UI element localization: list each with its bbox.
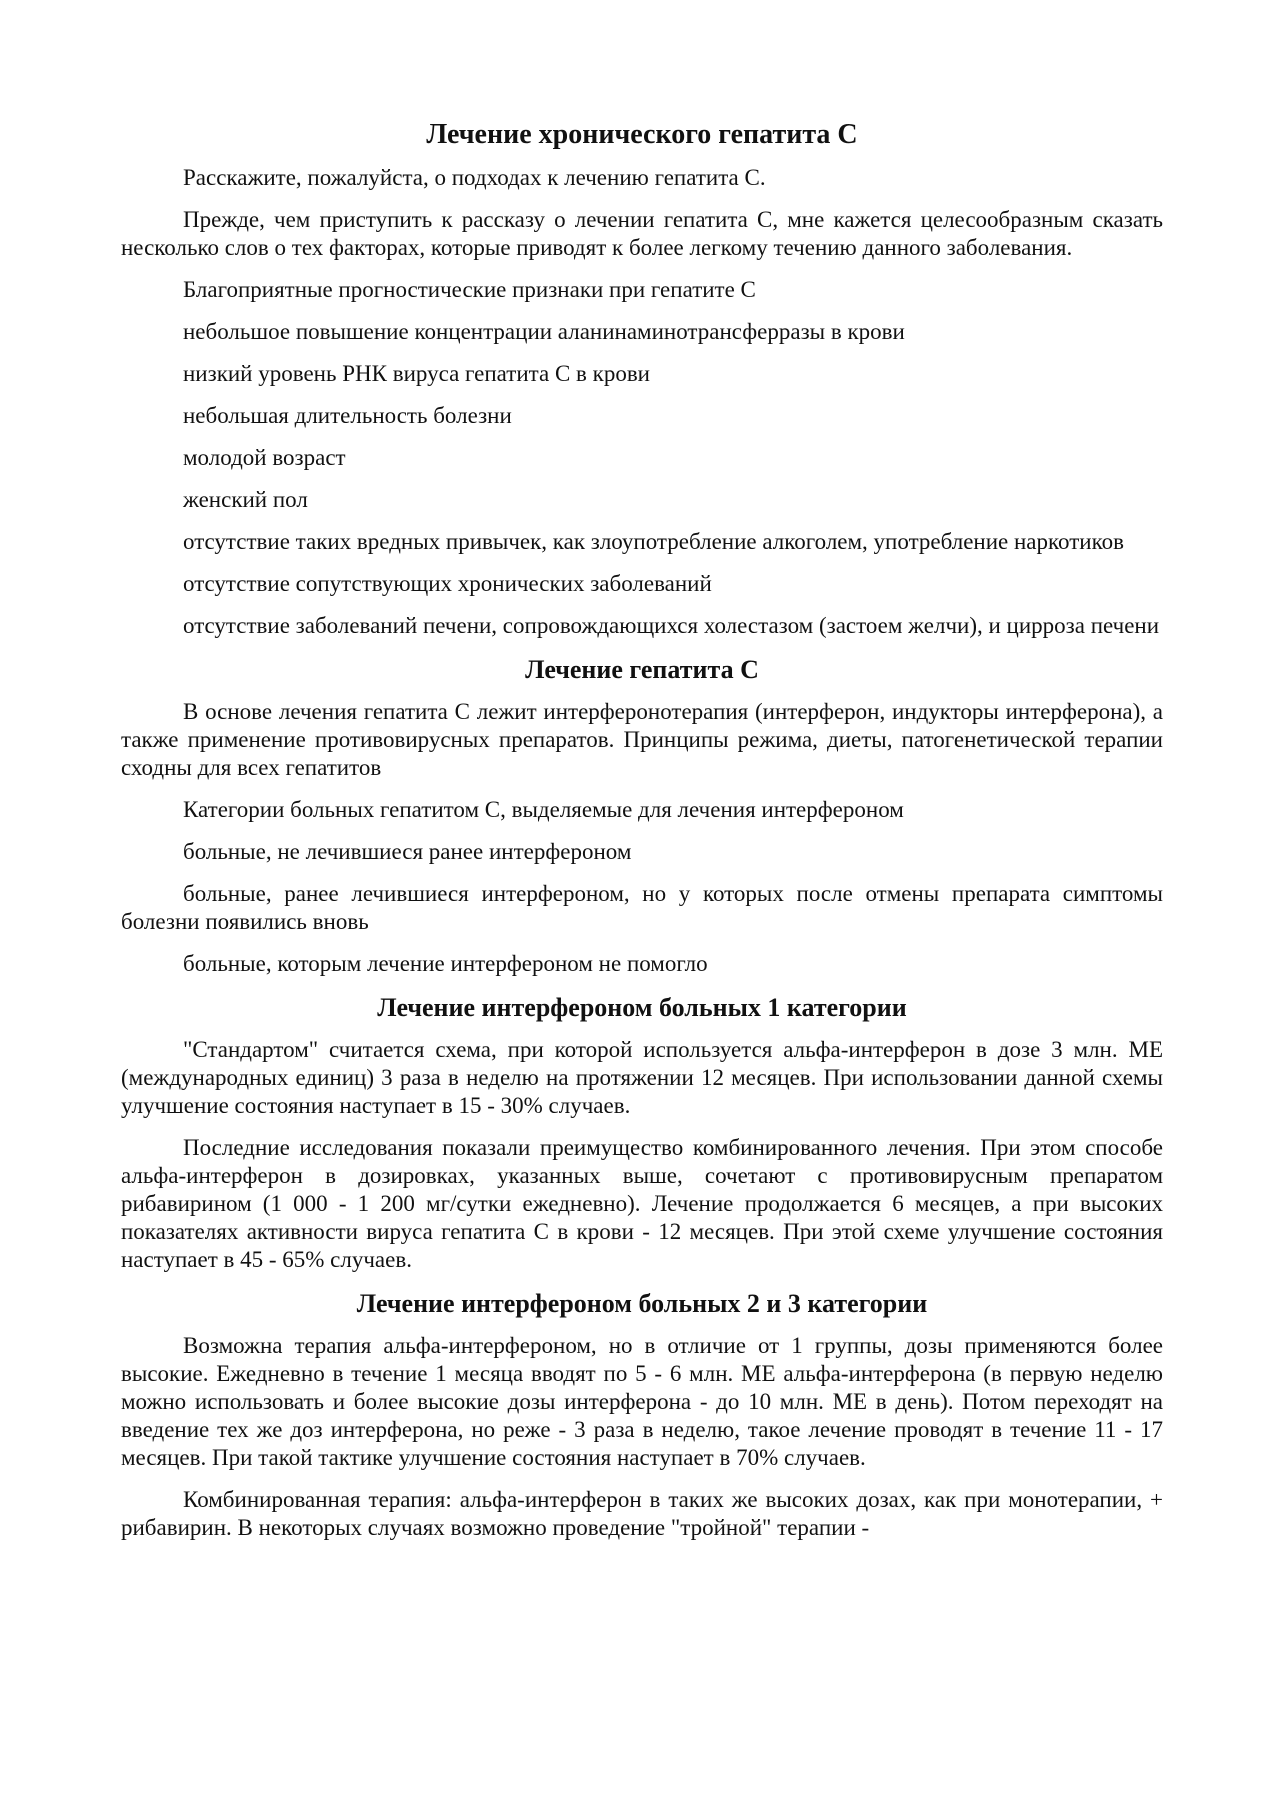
section-heading-category-1: Лечение интерфероном больных 1 категории: [377, 993, 907, 1022]
section-heading-treatment: Лечение гепатита С: [525, 655, 759, 684]
section-heading-category-2-3: Лечение интерфероном больных 2 и 3 категории: [356, 1289, 928, 1318]
favorable-sign-item: отсутствие заболеваний печени, сопровождающихся холестазом (застоем желчи), и цирроза печени: [183, 613, 1160, 638]
patient-category-item: больные, не лечившиеся ранее интерфероном: [183, 839, 632, 864]
section-paragraph: "Стандартом" считается схема, при которой используется альфа-интерферон в дозе 3 млн. МЕ (международных единиц) 3 раза в неделю на протяжении 12 месяцев. При использовании данной схемы улучшение состояния наступает в 15 - 30% случаев.: [121, 1037, 1163, 1118]
favorable-sign-item: отсутствие сопутствующих хронических заболеваний: [183, 571, 712, 596]
section-paragraph: Возможна терапия альфа-интерфероном, но в отличие от 1 группы, дозы применяются более высокие. Ежедневно в течение 1 месяца вводят по 5 - 6 млн. МЕ альфа-интерферона (в первую неделю можно использовать и более высокие дозы интерферона - до 10 млн. МЕ в день). Потом переходят на введение тех же доз интерферона, но реже - 3 раза в неделю, такое лечение проводят в течение 11 - 17 месяцев. При такой тактике улучшение состояния наступает в 70% случаев.: [121, 1333, 1163, 1470]
section-paragraph: Последние исследования показали преимущество комбинированного лечения. При этом способе альфа-интерферон в дозировках, указанных выше, сочетают с противовирусным препаратом рибавирином (1 000 - 1 200 мг/сутки ежедневно). Лечение продолжается 6 месяцев, а при высоких показателях активности вируса гепатита С в крови - 12 месяцев. При этой схеме улучшение состояния наступает в 45 - 65% случаев.: [121, 1135, 1163, 1272]
intro-paragraph: Прежде, чем приступить к рассказу о лечении гепатита С, мне кажется целесообразным сказать несколько слов о тех факторах, которые приводят к более легкому течению данного заболевания.: [121, 207, 1163, 260]
favorable-sign-item: небольшая длительность болезни: [183, 403, 512, 428]
favorable-sign-item: низкий уровень РНК вируса гепатита С в крови: [183, 361, 650, 386]
patient-category-item: больные, ранее лечившиеся интерфероном, но у которых после отмены препарата симптомы болезни появились вновь: [121, 881, 1163, 934]
favorable-sign-item: отсутствие таких вредных привычек, как злоупотребление алкоголем, употребление наркотиков: [183, 529, 1124, 554]
favorable-sign-item: небольшое повышение концентрации аланинаминотрансферразы в крови: [183, 319, 905, 344]
patient-categories-heading: Категории больных гепатитом С, выделяемые для лечения интерфероном: [183, 797, 904, 822]
section-paragraph: В основе лечения гепатита С лежит интерферонотерапия (интерферон, индукторы интерферона), а также применение противовирусных препаратов. Принципы режима, диеты, патогенетической терапии сходны для всех гепатитов: [121, 699, 1163, 780]
document-page: [121, 118, 1163, 1556]
section-paragraph: Комбинированная терапия: альфа-интерферон в таких же высоких дозах, как при монотерапии, + рибавирин. В некоторых случаях возможно проведение "тройной" терапии -: [121, 1487, 1163, 1540]
document-title: Лечение хронического гепатита С: [426, 119, 858, 150]
favorable-sign-item: молодой возраст: [183, 445, 346, 470]
intro-question: Расскажите, пожалуйста, о подходах к лечению гепатита С.: [183, 165, 766, 190]
patient-category-item: больные, которым лечение интерфероном не помогло: [183, 951, 708, 976]
favorable-signs-heading: Благоприятные прогностические признаки при гепатите С: [183, 277, 756, 302]
favorable-sign-item: женский пол: [183, 487, 308, 512]
